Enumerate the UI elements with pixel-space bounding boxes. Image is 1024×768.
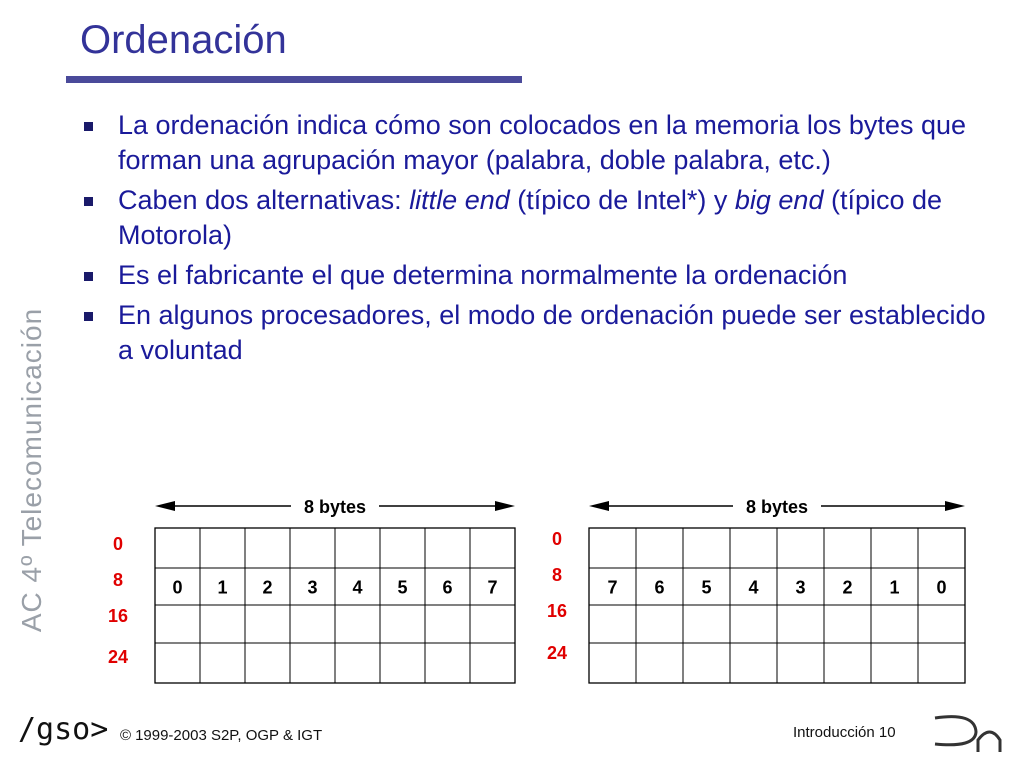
gso-logo: /gso>	[18, 712, 109, 747]
bullet-text: Caben dos alternativas:	[118, 185, 410, 215]
bullet-text: (típico de Intel*) y	[509, 185, 735, 215]
copyright-icon: ©	[120, 727, 132, 744]
byte-index-cell: 3	[307, 577, 318, 598]
page-number: Introducción 10	[793, 724, 896, 741]
byte-index-cell: 0	[172, 577, 183, 598]
row-address-label: 24	[546, 643, 568, 663]
byte-index-cell: 5	[397, 577, 408, 598]
copyright-text: 1999-2003 S2P, OGP & IGT	[135, 727, 323, 744]
byte-index-cell: 2	[842, 577, 853, 598]
byte-index-cell: 6	[654, 577, 665, 598]
byte-index-cell: 1	[217, 577, 228, 598]
row-address-label: 16	[107, 606, 129, 626]
bullet-text-italic: little end	[409, 185, 510, 215]
byte-index-cell: 4	[748, 577, 759, 598]
width-label: 8 bytes	[745, 497, 809, 517]
byte-index-cell: 7	[487, 577, 498, 598]
row-address-label: 0	[112, 534, 124, 554]
byte-index-cell: 2	[262, 577, 273, 598]
bullet-text: La ordenación indica cómo son colocados en la memoria los bytes que forman una agrupación mayor (palabra, doble palabra, etc.)	[118, 110, 966, 175]
bullet-text: Es el fabricante el que determina normalmente la ordenación	[118, 260, 848, 290]
byte-index-cell: 6	[442, 577, 453, 598]
corner-logo-icon	[935, 717, 976, 745]
bullet-text: (típico de Motorola)	[118, 185, 943, 250]
bullet-text: En algunos procesadores, el modo de ordenación puede ser establecido a voluntad	[118, 300, 986, 365]
course-label: AC 4º Telecomunicación	[16, 307, 47, 633]
byte-index-cell: 7	[607, 577, 618, 598]
slide-title: Ordenación	[80, 18, 287, 62]
byte-index-cell: 3	[795, 577, 806, 598]
row-address-label: 0	[551, 529, 563, 549]
row-address-label: 24	[107, 647, 129, 667]
bullet-text-italic: big end	[734, 185, 824, 215]
row-address-label: 8	[551, 565, 563, 585]
width-label: 8 bytes	[303, 497, 367, 517]
row-address-label: 8	[112, 570, 124, 590]
byte-index-cell: 5	[701, 577, 712, 598]
byte-index-cell: 1	[889, 577, 900, 598]
byte-index-cell: 4	[352, 577, 363, 598]
row-address-label: 16	[546, 601, 568, 621]
byte-index-cell: 0	[936, 577, 947, 598]
